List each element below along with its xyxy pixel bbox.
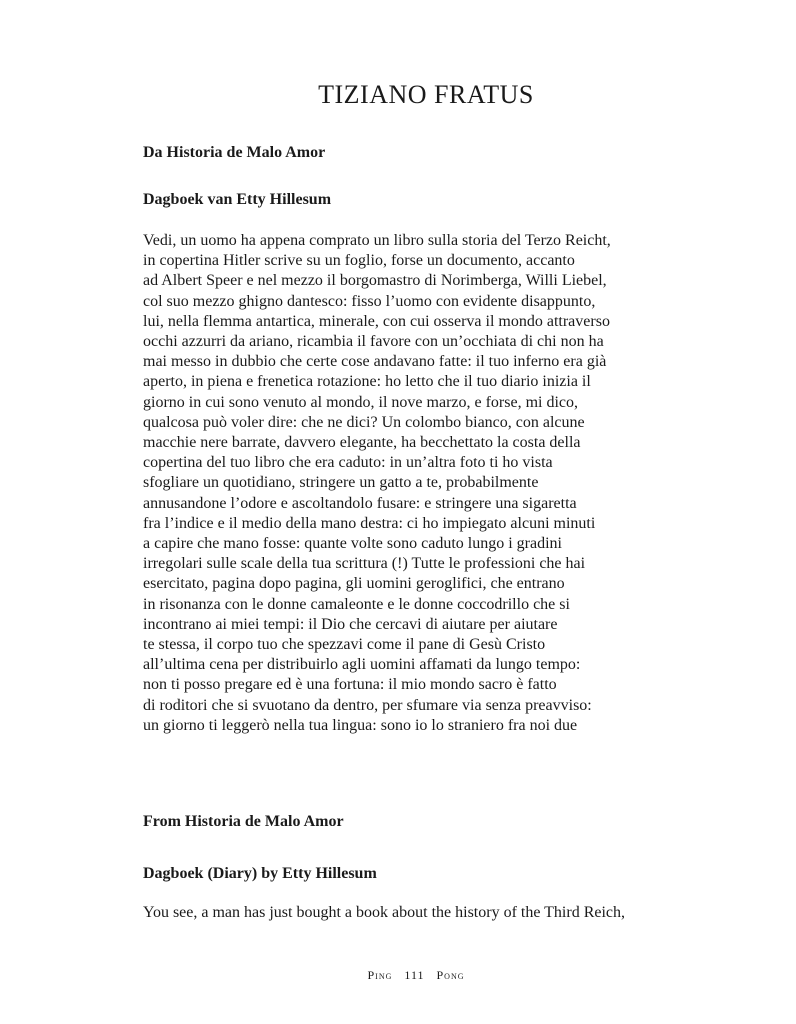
italian-poem-title: Dagboek van Etty Hillesum xyxy=(143,191,332,208)
poem-line: esercitato, pagina dopo pagina, gli uomini geroglifici, che entrano xyxy=(143,575,565,593)
poem-line: te stessa, il corpo tuo che spezzavi come il pane di Gesù Cristo xyxy=(143,636,546,654)
poem-line: a capire che mano fosse: quante volte sono caduto lungo i gradini xyxy=(143,535,562,553)
poem-line: un giorno ti leggerò nella tua lingua: sono io lo straniero fra noi due xyxy=(143,716,578,734)
poem-line: in copertina Hitler scrive su un foglio, forse un documento, accanto xyxy=(143,252,575,270)
poem-line: lui, nella flemma antartica, minerale, con cui osserva il mondo attraverso xyxy=(143,312,610,330)
page-number: 111 xyxy=(404,968,425,982)
poem-line: annusandone l’odore e ascoltandolo fusare: e stringere una sigaretta xyxy=(143,494,577,512)
poem-line: macchie nere barrate, davvero elegante, ha becchettato la costa della xyxy=(143,434,581,452)
english-poem-first-line: You see, a man has just bought a book about the history of the Third Reich, xyxy=(143,904,626,921)
poem-line: in risonanza con le donne camaleonte e le donne coccodrillo che si xyxy=(143,595,570,613)
english-source-heading: From Historia de Malo Amor xyxy=(143,813,344,830)
poem-line: mai messo in dubbio che certe cose andavano fatte: il tuo inferno era già xyxy=(143,353,607,371)
poem-line: fra l’indice e il medio della mano destra: ci ho impiegato alcuni minuti xyxy=(143,514,596,532)
poem-line: occhi azzurri da ariano, ricambia il favore con un’occhiata di chi non ha xyxy=(143,333,604,351)
italian-poem xyxy=(143,231,611,736)
poem-line: col suo mezzo ghigno dantesco: fisso l’uomo con evidente disappunto, xyxy=(143,292,596,310)
poem-line: non ti posso pregare ed è una fortuna: il mio mondo sacro è fatto xyxy=(143,676,557,694)
footer-left-text: Ping xyxy=(367,968,393,982)
poem-line: aperto, in piena e frenetica rotazione: ho letto che il tuo diario inizia il xyxy=(143,373,591,391)
english-poem-title: Dagboek (Diary) by Etty Hillesum xyxy=(143,865,377,882)
page-footer xyxy=(0,968,796,983)
poem-line: irregolari sulle scale della tua scrittura (!) Tutte le professioni che hai xyxy=(143,555,586,573)
poem-line: qualcosa può voler dire: che ne dici? Un colombo bianco, con alcune xyxy=(143,413,585,431)
poem-line: copertina del tuo libro che era caduto: in un’altra foto ti ho vista xyxy=(143,454,553,472)
poem-line: di roditori che si svuotano da dentro, per sfumare via senza preavviso: xyxy=(143,696,592,714)
italian-source-heading: Da Historia de Malo Amor xyxy=(143,144,326,161)
poem-line: incontrano ai miei tempi: il Dio che cercavi di aiutare per aiutare xyxy=(143,615,558,633)
poem-line: sfogliare un quotidiano, stringere un gatto a te, probabilmente xyxy=(143,474,539,492)
poem-line: giorno in cui sono venuto al mondo, il nove marzo, e forse, mi dico, xyxy=(143,393,579,411)
footer-right-text: Pong xyxy=(436,968,465,982)
page-title: TIZIANO FRATUS xyxy=(318,80,534,109)
poem-line: all’ultima cena per distribuirlo agli uomini affamati da lungo tempo: xyxy=(143,656,581,674)
poem-line: Vedi, un uomo ha appena comprato un libro sulla storia del Terzo Reicht, xyxy=(143,232,611,249)
poem-line: ad Albert Speer e nel mezzo il borgomastro di Norimberga, Willi Liebel, xyxy=(143,272,607,290)
